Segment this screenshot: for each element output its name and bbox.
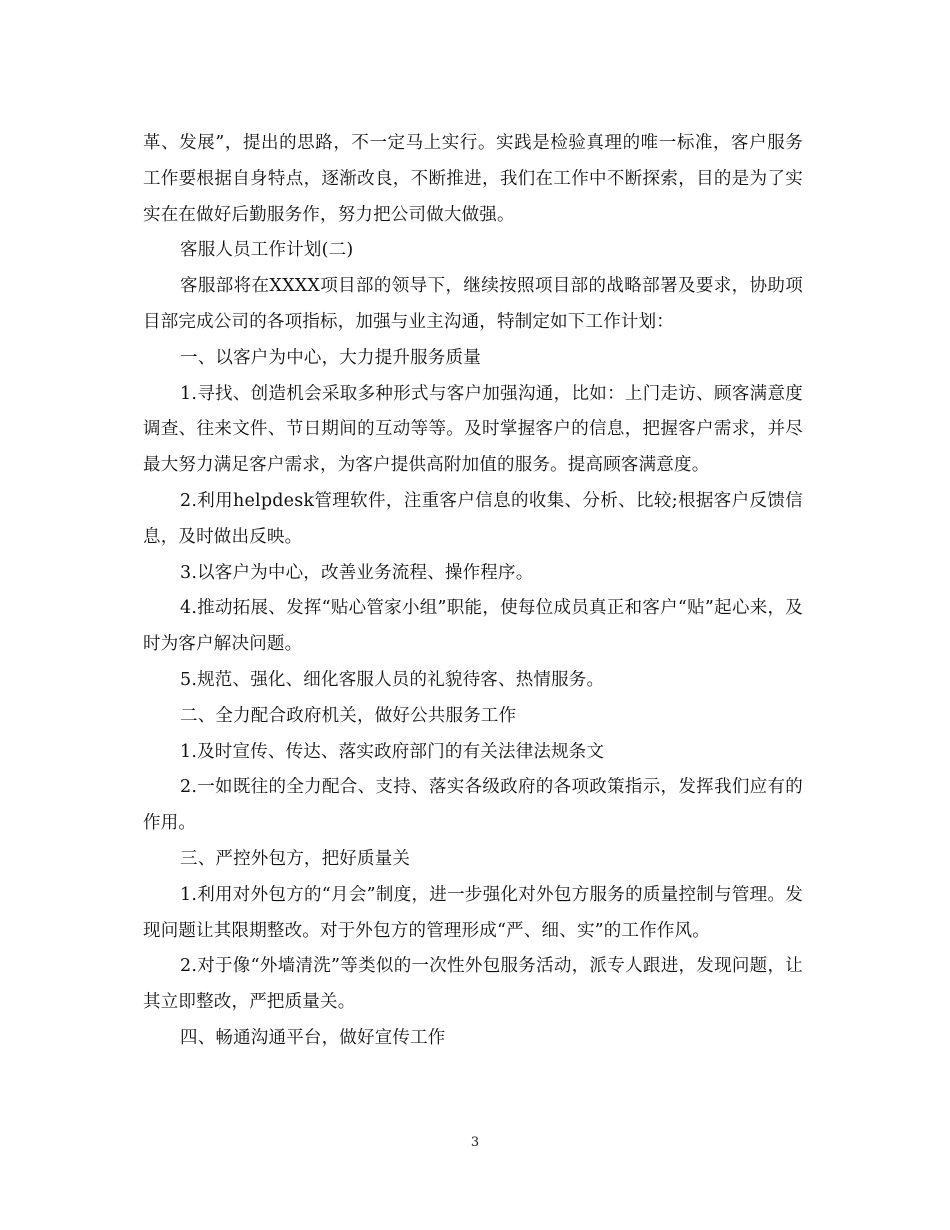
list-item: 1.利用对外包方的“月会”制度，进一步强化对外包方服务的质量控制与管理。发现问题让其限期整改。对于外包方的管理形成“严、细、实”的工作作风。 [143,884,803,941]
document-body [143,126,803,1057]
list-item: 5.规范、强化、细化客服人员的礼貌待客、热情服务。 [180,669,605,690]
heading-1: 一、以客户为中心，大力提升服务质量 [180,347,481,368]
list-item: 4.推动拓展、发挥“贴心管家小组”职能，使每位成员真正和客户“贴”起心来，及时为客户解决问题。 [143,598,803,655]
page-number: 3 [470,1135,480,1150]
paragraph-continuation: 革、发展”，提出的思路，不一定马上实行。实践是检验真理的唯一标准，客户服务工作要根据自身特点，逐渐改良，不断推进，我们在工作中不断探索，目的是为了实实在在做好后勤服务作，努力把公司做大做强。 [143,133,803,225]
list-item: 1.及时宣传、传达、落实政府部门的有关法律法规条文 [180,741,605,762]
heading-4: 四、畅通沟通平台，做好宣传工作 [180,1027,446,1048]
list-item: 1.寻找、创造机会采取多种形式与客户加强沟通，比如：上门走访、顾客满意度调查、往来文件、节日期间的互动等等。及时掌握客户的信息，把握客户需求，并尽最大努力满足客户需求，为客户提供高附加值的服务。提高顾客满意度。 [143,383,803,476]
list-item: 2.一如既往的全力配合、支持、落实各级政府的各项政策指示，发挥我们应有的作用。 [143,777,803,834]
list-item: 3.以客户为中心，改善业务流程、操作程序。 [180,562,534,583]
heading-2: 二、全力配合政府机关，做好公共服务工作 [180,705,517,726]
section-title: 客服人员工作计划(二) [180,240,354,261]
list-item: 2.利用helpdesk管理软件，注重客户信息的收集、分析、比较;根据客户反馈信息，及时做出反映。 [143,490,803,547]
list-item: 2.对于像“外墙清洗”等类似的一次性外包服务活动，派专人跟进，发现问题，让其立即整改，严把质量关。 [143,956,803,1013]
intro-paragraph: 客服部将在XXXX项目部的领导下，继续按照项目部的战略部署及要求，协助项目部完成公司的各项指标，加强与业主沟通，特制定如下工作计划： [143,276,803,332]
heading-3: 三、严控外包方，把好质量关 [180,848,411,869]
